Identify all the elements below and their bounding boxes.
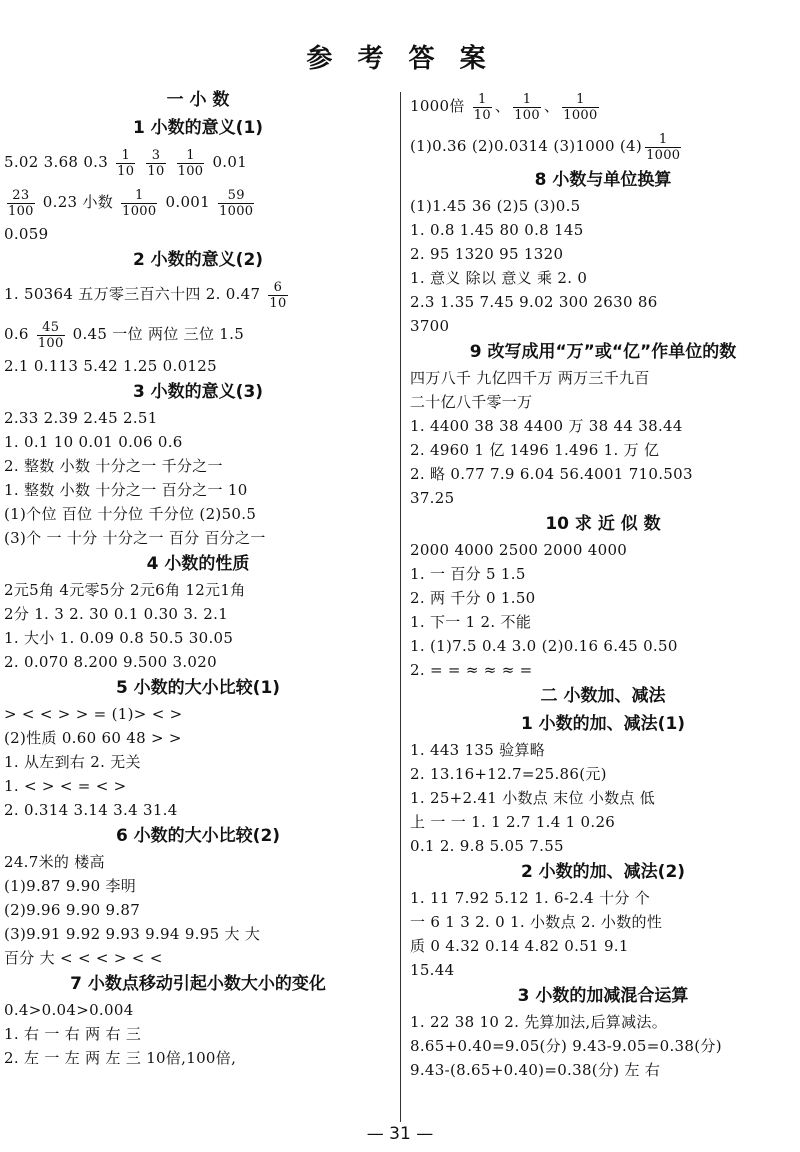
- answer-line: 2. 略 0.77 7.9 6.04 56.4001 710.503: [410, 465, 693, 483]
- answer-line: 质 0 4.32 0.14 4.82 0.51 9.1: [410, 937, 629, 955]
- answer-line: 1. 22 38 10 2. 先算加法,后算减法。: [410, 1013, 667, 1031]
- answer-line: (1)9.87 9.90 李明: [4, 877, 137, 895]
- answer-line: 一 6 1 3 2. 0 1. 小数点 2. 小数的性: [410, 913, 663, 931]
- chapter-heading: 二 小数加、减法: [540, 686, 666, 706]
- answer-line: 百分 大 < < < > < <: [4, 949, 163, 967]
- answer-line: (1)个位 百位 十分位 千分位 (2)50.5: [4, 505, 257, 523]
- answer-line: 1. 4400 38 38 4400 万 38 44 38.44: [410, 417, 683, 435]
- answer-line: 1. 下一 1 2. 不能: [410, 613, 532, 631]
- answer-line: 1. 50364 五万零三百六十四 2. 0.47 $\frac{6}{10}$: [4, 279, 287, 311]
- answer-line: > < < > > = (1)> < >: [4, 705, 183, 723]
- answer-line: 1. 从左到右 2. 无关: [4, 753, 141, 771]
- answer-line: 2.3 1.35 7.45 9.02 300 2630 86: [410, 293, 658, 311]
- fraction: $\frac{23}{100}$: [8, 187, 34, 219]
- answer-line: 8.65+0.40=9.05(分) 9.43-9.05=0.38(分): [410, 1037, 722, 1055]
- section-heading: 4 小数的性质: [146, 554, 250, 574]
- chapter-heading: 一 小 数: [166, 90, 230, 110]
- section-heading: 8 小数与单位换算: [534, 170, 672, 190]
- answer-line: 1. 25+2.41 小数点 末位 小数点 低: [410, 789, 656, 807]
- answer-line: (3)9.91 9.92 9.93 9.94 9.95 大 大: [4, 925, 261, 943]
- answer-line: 二十亿八千零一万: [410, 393, 533, 411]
- fraction: $\frac{1}{100}$: [514, 91, 540, 123]
- right-column: [410, 86, 796, 1082]
- answer-line: 1. 大小 1. 0.09 0.8 50.5 30.05: [4, 629, 234, 647]
- section-heading: 9 改写成用“万”或“亿”作单位的数: [469, 342, 737, 362]
- left-column: [4, 86, 392, 1070]
- section-heading: 1 小数的意义(1): [132, 118, 264, 138]
- answer-line: 1. 0.1 10 0.01 0.06 0.6: [4, 433, 183, 451]
- answer-line: 24.7米的 楼高: [4, 853, 105, 871]
- answer-line: 5.02 3.68 0.3 $\frac{1}{10}$ $\frac{3}{10}$ $\frac{1}{100}$ 0.01: [4, 147, 248, 179]
- answer-line: 2. 95 1320 95 1320: [410, 245, 564, 263]
- answer-line: (2)9.96 9.90 9.87: [4, 901, 141, 919]
- answer-line: 1000倍 $\frac{1}{10}$ 、 $\frac{1}{100}$ 、 $\frac{1}{1000}$: [410, 91, 598, 123]
- answer-line: $\frac{23}{100}$ 0.23 小数 $\frac{1}{1000}$ 0.001 $\frac{59}{1000}$: [8, 187, 254, 219]
- answer-line: 2. 13.16+12.7=25.86(元): [410, 765, 607, 783]
- answer-line: 1. (1)7.5 0.4 3.0 (2)0.16 6.45 0.50: [410, 637, 678, 655]
- section-heading: 2 小数的加、减法(2): [520, 862, 686, 882]
- answer-line: 1. 11 7.92 5.12 1. 6-2.4 十分 个: [410, 889, 651, 907]
- section-heading: 5 小数的大小比较(1): [115, 678, 281, 698]
- answer-line: 2. 0.070 8.200 9.500 3.020: [4, 653, 217, 671]
- answer-line: 0.059: [4, 225, 49, 243]
- answer-line: 2. 0.314 3.14 3.4 31.4: [4, 801, 178, 819]
- answer-line: 2. 左 一 左 两 左 三 10倍,100倍,: [4, 1049, 237, 1067]
- answer-line: 上 一 一 1. 1 2.7 1.4 1 0.26: [410, 813, 616, 831]
- answer-line: 3700: [410, 317, 450, 335]
- answer-line: 1. 443 135 验算略: [410, 741, 546, 759]
- section-heading: 2 小数的意义(2): [132, 250, 264, 270]
- fraction: $\frac{1}{100}$: [177, 147, 204, 179]
- section-heading: 3 小数的意义(3): [132, 382, 264, 402]
- fraction: $\frac{1}{1000}$: [646, 131, 681, 163]
- section-heading: 6 小数的大小比较(2): [115, 826, 281, 846]
- answer-line: 0.4>0.04>0.004: [4, 1001, 134, 1019]
- section-heading: 3 小数的加减混合运算: [517, 986, 689, 1006]
- page-title: 参 考 答 案: [306, 44, 494, 74]
- fraction: $\frac{1}{1000}$: [563, 91, 598, 123]
- fraction: $\frac{3}{10}$: [147, 147, 165, 179]
- answer-line: 9.43-(8.65+0.40)=0.38(分) 左 右: [410, 1061, 661, 1079]
- answer-line: 1. 右 一 右 两 右 三: [4, 1025, 142, 1043]
- answer-line: 0.6 $\frac{45}{100}$ 0.45 一位 两位 三位 1.5: [4, 319, 245, 351]
- answer-line: 2元5角 4元零5分 2元6角 12元1角: [4, 581, 246, 599]
- page-number: — 31 —: [366, 1124, 434, 1144]
- answer-line: 2. 两 千分 0 1.50: [410, 589, 536, 607]
- section-heading: 1 小数的加、减法(1): [520, 714, 686, 734]
- section-heading: 10 求 近 似 数: [545, 514, 661, 534]
- answer-line: 1. < > < = < >: [4, 777, 127, 795]
- answer-line: 37.25: [410, 489, 455, 507]
- answer-line: (3)个 一 十分 十分之一 百分 百分之一: [4, 529, 266, 547]
- answer-line: 2000 4000 2500 2000 4000: [410, 541, 628, 559]
- fraction: $\frac{1}{10}$: [473, 91, 491, 123]
- answer-line: 1. 一 百分 5 1.5: [410, 565, 526, 583]
- answer-line: 2. = = ≈ ≈ ≈ =: [410, 661, 533, 679]
- answer-line: (1)0.36 (2)0.0314 (3)1000 (4) $\frac{1}{1000}$: [410, 131, 681, 163]
- fraction: $\frac{1}{1000}$: [122, 187, 157, 219]
- answer-line: 0.1 2. 9.8 5.05 7.55: [410, 837, 564, 855]
- answer-line: 2. 4960 1 亿 1496 1.496 1. 万 亿: [410, 441, 660, 459]
- fraction: $\frac{1}{10}$: [117, 147, 135, 179]
- answer-line: 2.1 0.113 5.42 1.25 0.0125: [4, 357, 217, 375]
- column-divider: [400, 92, 401, 1122]
- fraction: $\frac{6}{10}$: [269, 279, 287, 311]
- answer-line: 2.33 2.39 2.45 2.51: [4, 409, 158, 427]
- answer-line: 1. 整数 小数 十分之一 百分之一 10: [4, 481, 248, 499]
- answer-line: (2)性质 0.60 60 48 > >: [4, 729, 182, 747]
- answer-line: 1. 0.8 1.45 80 0.8 145: [410, 221, 584, 239]
- answer-line: 2. 整数 小数 十分之一 千分之一: [4, 457, 223, 475]
- section-heading: 7 小数点移动引起小数大小的变化: [70, 974, 326, 994]
- answer-line: 1. 意义 除以 意义 乘 2. 0: [410, 269, 588, 287]
- answer-line: 2分 1. 3 2. 30 0.1 0.30 3. 2.1: [4, 605, 229, 623]
- answer-line: 四万八千 九亿四千万 两万三千九百: [410, 369, 650, 387]
- answer-line: (1)1.45 36 (2)5 (3)0.5: [410, 197, 581, 215]
- fraction: $\frac{59}{1000}$: [219, 187, 254, 219]
- fraction: $\frac{45}{100}$: [37, 319, 64, 351]
- answer-line: 15.44: [410, 961, 455, 979]
